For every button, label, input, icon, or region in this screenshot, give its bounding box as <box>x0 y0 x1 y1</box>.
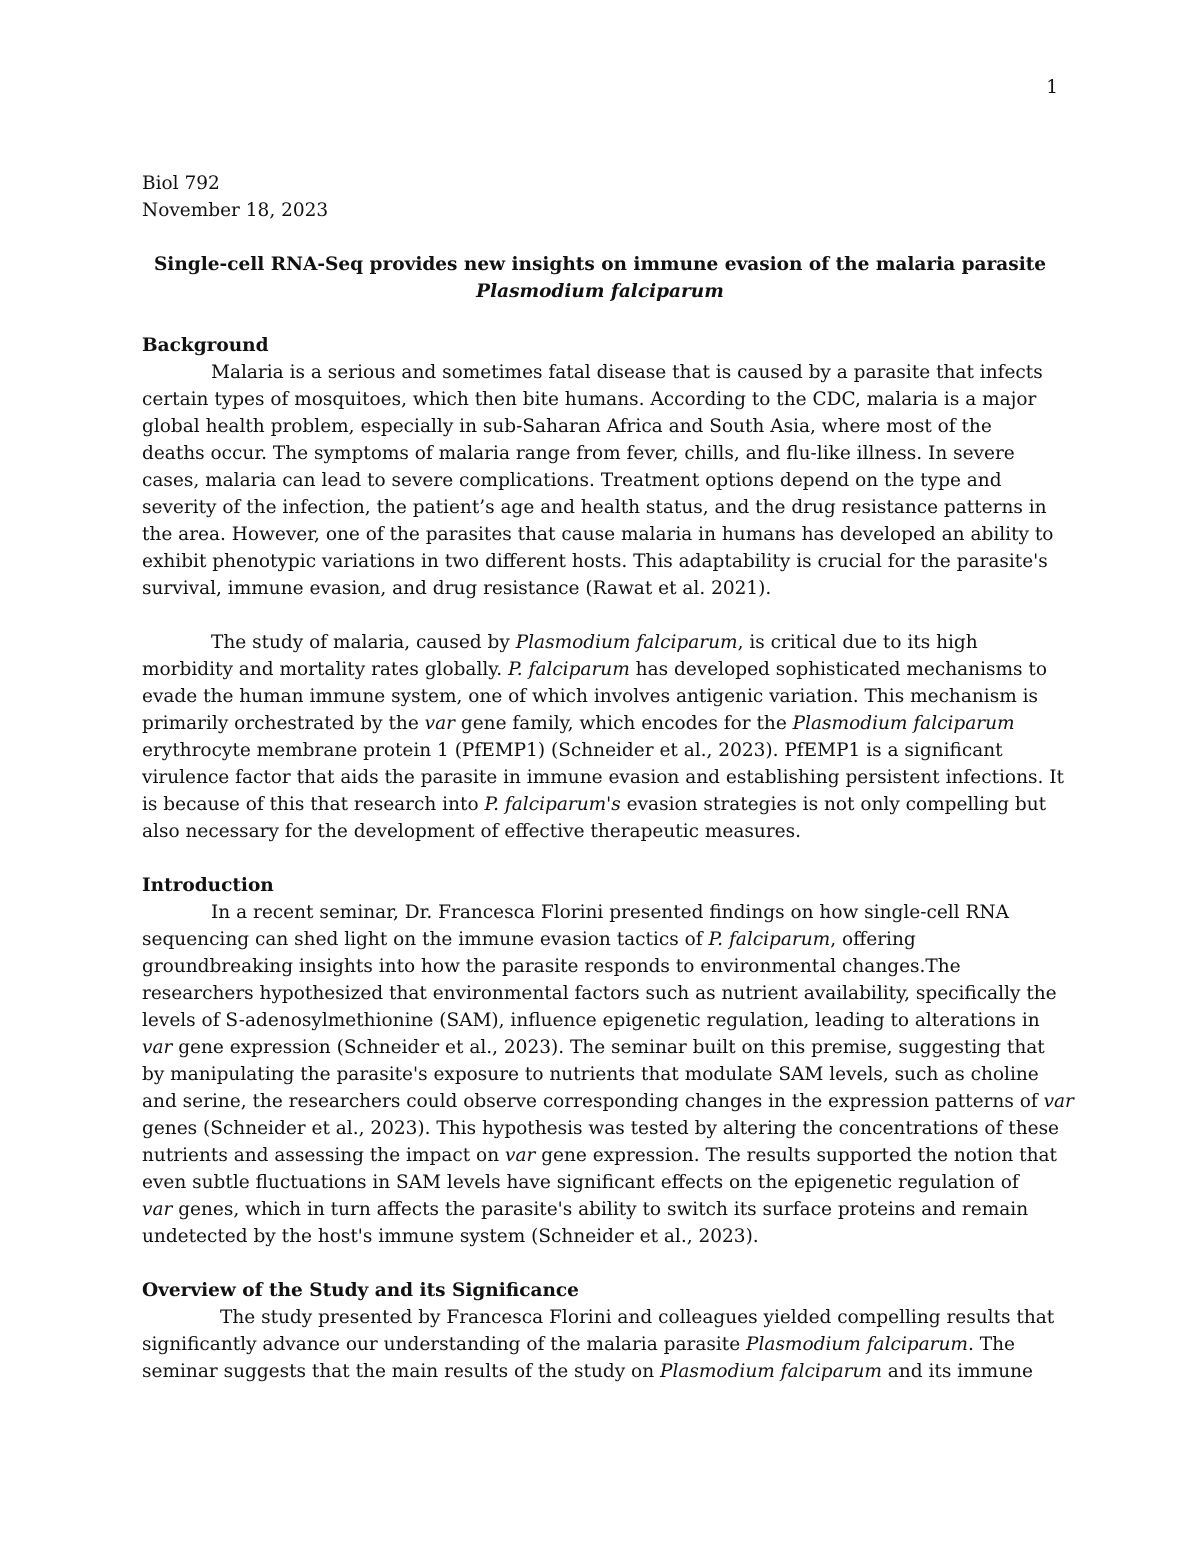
text-run: . The <box>967 1334 1015 1355</box>
species-name: Plasmodium falciparum <box>746 1334 968 1355</box>
paragraph-line: undetected by the host's immune system (Schneider et al., 2023). <box>142 1226 759 1247</box>
text-run: has developed sophisticated mechanisms to <box>629 659 1047 680</box>
gene-name: var <box>1043 1091 1074 1112</box>
paragraph-line: In a recent seminar, Dr. Francesca Florini presented findings on how single-cell RNA <box>211 902 1009 923</box>
paragraph-line: also necessary for the development of effective therapeutic measures. <box>142 821 801 842</box>
heading-background: Background <box>142 335 269 356</box>
species-name: P. falciparum <box>508 659 630 680</box>
paragraph-line: by manipulating the parasite's exposure to nutrients that modulate SAM levels, such as choline <box>142 1064 1039 1085</box>
gene-name: var <box>424 713 455 734</box>
paragraph-line: genes (Schneider et al., 2023). This hypothesis was tested by altering the concentrations of these <box>142 1118 1060 1139</box>
paragraph-line: cases, malaria can lead to severe complications. Treatment options depend on the type and <box>142 470 1002 491</box>
text-run: gene expression (Schneider et al., 2023). The seminar built on this premise, suggesting that <box>172 1037 1045 1058</box>
text-run: sequencing can shed light on the immune evasion tactics of <box>142 929 709 950</box>
gene-name: var <box>142 1037 173 1058</box>
paragraph-line: severity of the infection, the patient’s age and health status, and the drug resistance patterns in <box>142 497 1047 518</box>
paragraph-line: groundbreaking insights into how the parasite responds to environmental changes.The <box>142 956 961 977</box>
text-run: significantly advance our understanding of the malaria parasite <box>142 1334 747 1355</box>
title-line-1: Single-cell RNA-Seq provides new insights on immune evasion of the malaria parasite <box>153 254 1047 275</box>
document-date: November 18, 2023 <box>142 200 329 221</box>
text-run: primarily orchestrated by the <box>142 713 425 734</box>
paragraph-line: erythrocyte membrane protein 1 (PfEMP1) (Schneider et al., 2023). PfEMP1 is a significant <box>142 740 1003 761</box>
text-run: and serine, the researchers could observe corresponding changes in the expression patterns of <box>142 1091 1044 1112</box>
document-title <box>142 251 1058 305</box>
species-name: Plasmodium falciparum <box>792 713 1015 734</box>
paragraph-line: Malaria is a serious and sometimes fatal disease that is caused by a parasite that infects <box>211 362 1043 383</box>
page-number: 1 <box>1046 77 1058 98</box>
background-paragraph-2 <box>142 629 1064 845</box>
species-name: Plasmodium falciparum <box>515 632 738 653</box>
paragraph-line: levels of S-adenosylmethionine (SAM), influence epigenetic regulation, leading to alterations in <box>142 1010 1040 1031</box>
gene-name: var <box>142 1199 173 1220</box>
paragraph-line: The study presented by Francesca Florini and colleagues yielded compelling results that <box>220 1307 1055 1328</box>
paragraph-line: global health problem, especially in sub-Saharan Africa and South Asia, where most of the <box>142 416 992 437</box>
text-run: nutrients and assessing the impact on <box>142 1145 505 1166</box>
overview-paragraph <box>142 1304 1058 1385</box>
text-run: and its immune <box>881 1361 1033 1382</box>
background-paragraph-1 <box>142 359 1058 602</box>
heading-overview: Overview of the Study and its Significance <box>142 1280 579 1301</box>
text-run: , offering <box>830 929 916 950</box>
text-run: gene family, which encodes for the <box>454 713 793 734</box>
paragraph-line: certain types of mosquitoes, which then bite humans. According to the CDC, malaria is a major <box>142 389 1037 410</box>
paragraph-line: even subtle fluctuations in SAM levels have significant effects on the epigenetic regulation of <box>142 1172 1019 1193</box>
species-name: Plasmodium falciparum <box>660 1361 882 1382</box>
species-name: P. falciparum's <box>484 794 621 815</box>
text-run: genes, which in turn affects the parasite's ability to switch its surface proteins and remain <box>172 1199 1029 1220</box>
species-name: P. falciparum <box>708 929 831 950</box>
paragraph-line: researchers hypothesized that environmental factors such as nutrient availability, specifically the <box>142 983 1057 1004</box>
paragraph-line: evade the human immune system, one of which involves antigenic variation. This mechanism is <box>142 686 1039 707</box>
text-run: evasion strategies is not only compelling but <box>620 794 1047 815</box>
text-run: seminar suggests that the main results of the study on <box>142 1361 660 1382</box>
introduction-paragraph <box>142 899 1074 1250</box>
gene-name: var <box>505 1145 536 1166</box>
text-run: is because of this that research into <box>142 794 485 815</box>
paragraph-line: deaths occur. The symptoms of malaria range from fever, chills, and flu-like illness. In severe <box>142 443 1015 464</box>
title-line-2: Plasmodium falciparum <box>476 281 724 302</box>
text-run: , is critical due to its high <box>737 632 978 653</box>
course-name: Biol 792 <box>142 173 220 194</box>
document-body <box>142 170 1074 1385</box>
paragraph-line: virulence factor that aids the parasite in immune evasion and establishing persistent infections. It <box>142 767 1064 788</box>
paragraph-line: the area. However, one of the parasites that cause malaria in humans has developed an ability to <box>142 524 1054 545</box>
paragraph-line: exhibit phenotypic variations in two different hosts. This adaptability is crucial for the parasite's <box>142 551 1048 572</box>
heading-introduction: Introduction <box>142 875 274 896</box>
text-run: gene expression. The results supported the notion that <box>535 1145 1057 1166</box>
paragraph-line: survival, immune evasion, and drug resistance (Rawat et al. 2021). <box>142 578 772 599</box>
text-run: morbidity and mortality rates globally. <box>142 659 509 680</box>
text-run: The study of malaria, caused by <box>211 632 516 653</box>
